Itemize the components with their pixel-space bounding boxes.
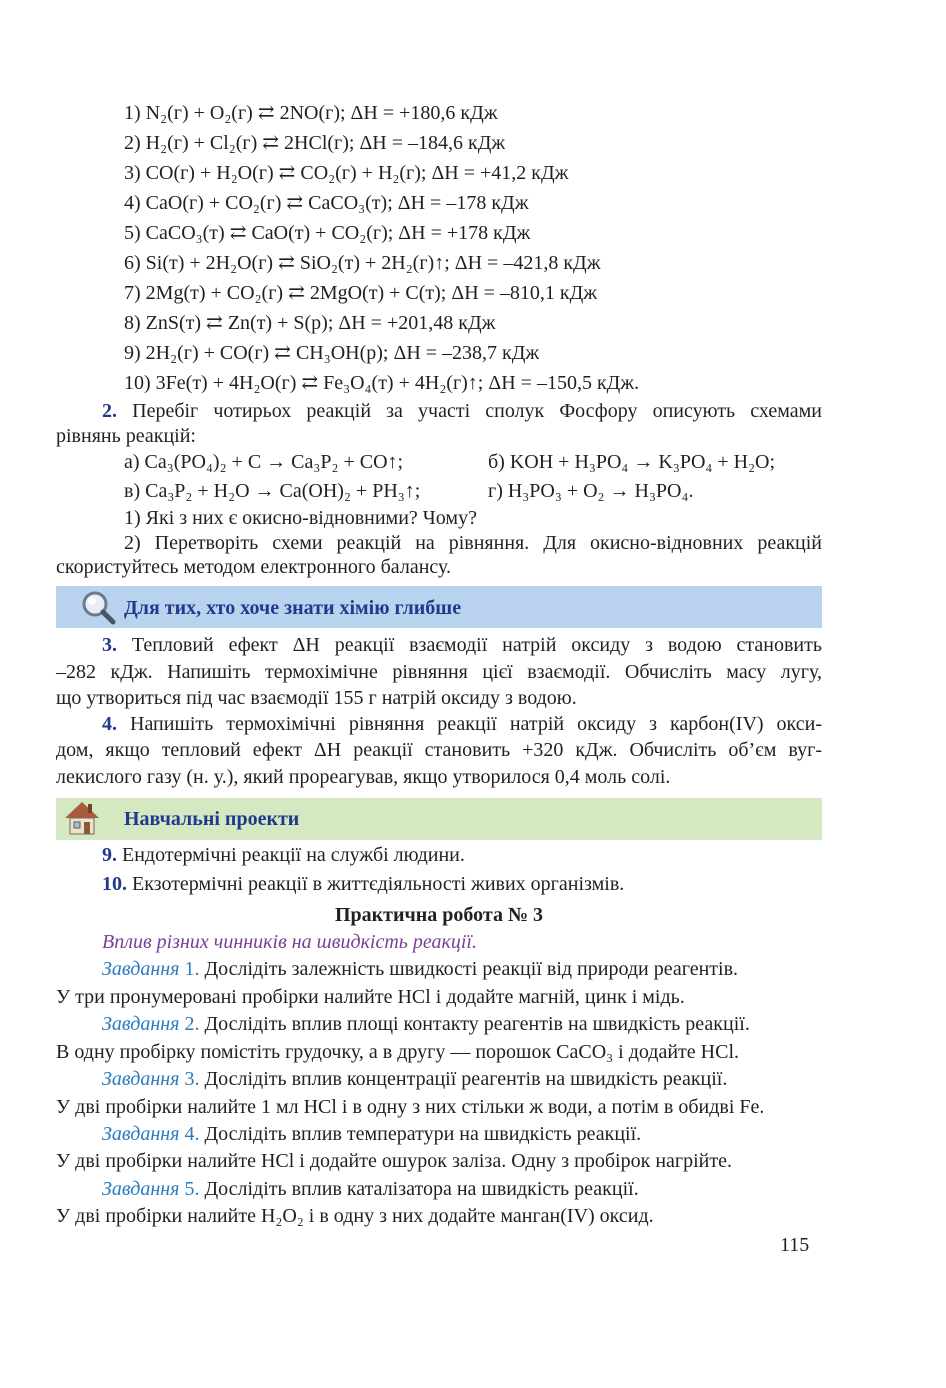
task-label: Завдання 4.: [102, 1123, 200, 1145]
task-text: Дослідіть залежність швидкості реакції від природи реагентів.: [204, 958, 739, 980]
house-icon: [62, 798, 102, 838]
practical-task-2-detail: В одну пробірку помістіть грудочку, а в другу — порошок CaCO₃ і додайте HCl.: [56, 1041, 740, 1063]
task-label: Завдання 5.: [102, 1178, 200, 1200]
project-10: [102, 871, 624, 897]
task-label: Завдання 2.: [102, 1013, 200, 1035]
practical-title: Практична робота № 3: [334, 904, 544, 926]
task-text: Дослідіть вплив температури на швидкість реакції.: [204, 1123, 642, 1145]
practical-task-5-detail: У дві пробірки налийте H₂O₂ і в одну з них додайте манган(IV) оксид.: [56, 1205, 654, 1227]
equation-3: 3) CO(г) + H₂O(г) ⇄ CO₂(г) + H₂(г); ΔH = +41,2 кДж: [124, 162, 569, 184]
task2-question2-cont: скористуйтесь методом електронного балансу.: [56, 556, 452, 578]
equation-5: 5) CaCO₃(т) ⇄ CaO(т) + CO₂(г); ΔH = +178 кДж: [124, 222, 531, 244]
scheme-b: б) KOH + H₃PO₄ → K₃PO₄ + H₂O;: [488, 451, 776, 473]
task4-line1: [102, 711, 822, 737]
task-text: Дослідіть вплив площі контакту реагентів на швидкість реакції.: [204, 1013, 750, 1035]
task-text: Дослідіть вплив концентрації реагентів на швидкість реакції.: [204, 1068, 728, 1090]
task4-text: Напишіть термохімічні рівняння реакції натрій оксиду з карбон(IV) окси-: [130, 713, 823, 735]
equation-7: 7) 2Mg(т) + CO₂(г) ⇄ 2MgO(т) + C(т); ΔH = –810,1 кДж: [124, 282, 598, 304]
projects-title: Навчальні проекти: [124, 808, 300, 830]
task3-text: Тепловий ефект ΔH реакції взаємодії натрій оксиду з водою становить: [131, 634, 822, 656]
task4-number: 4.: [102, 713, 117, 735]
equation-1: 1) N₂(г) + O₂(г) ⇄ 2NO(г); ΔH = +180,6 кДж: [124, 102, 498, 124]
project-10-text: Екзотермічні реакції в життєдіяльності живих організмів.: [132, 873, 625, 895]
equation-9: 9) 2H₂(г) + CO(г) ⇄ CH₃OH(р); ΔH = –238,7 кДж: [124, 342, 540, 364]
page-number: 115: [780, 1234, 810, 1256]
practical-task-4: [102, 1121, 641, 1147]
practical-task-3-detail: У дві пробірки налийте 1 мл HCl і в одну з них стільки ж води, а потім в обидві Fe.: [56, 1096, 765, 1118]
task2-question2: 2) Перетворіть схеми реакцій на рівняння. Для окисно-відновних реакцій: [124, 532, 822, 554]
practical-task-5: [102, 1176, 639, 1202]
equation-6: 6) Si(т) + 2H₂O(г) ⇄ SiO₂(т) + 2H₂(г)↑; ΔH = –421,8 кДж: [124, 252, 601, 274]
task2-line2: рівнянь реакцій:: [56, 425, 196, 447]
equation-2: 2) H₂(г) + Cl₂(г) ⇄ 2HCl(г); ΔH = –184,6 кДж: [124, 132, 506, 154]
project-10-number: 10.: [102, 873, 127, 895]
practical-task-1-detail: У три пронумеровані пробірки налийте HCl і додайте магній, цинк і мідь.: [56, 986, 685, 1008]
scheme-v: в) Ca₃P₂ + H₂O → Ca(OH)₂ + PH₃↑;: [124, 480, 421, 502]
practical-task-3: [102, 1066, 727, 1092]
task2-question1: 1) Які з них є окисно-відновними? Чому?: [124, 507, 477, 529]
task3-line1: [102, 632, 822, 658]
equation-4: 4) CaO(г) + CO₂(г) ⇄ CaCO₃(т); ΔH = –178 кДж: [124, 192, 529, 214]
equation-10: 10) 3Fe(т) + 4H₂O(г) ⇄ Fe₃O₄(т) + 4H₂(г)↑; ΔH = –150,5 кДж.: [124, 372, 640, 394]
task4-line3: лекислого газу (н. у.), який прореагував, якщо утворилося 0,4 моль солі.: [56, 766, 671, 788]
task-text: Дослідіть вплив каталізатора на швидкість реакції.: [204, 1178, 639, 1200]
practical-task-4-detail: У дві пробірки налийте HCl і додайте ошурок заліза. Одну з пробірок нагрійте.: [56, 1150, 732, 1172]
project-9-number: 9.: [102, 844, 117, 866]
scheme-g: г) H₃PO₃ + O₂ → H₃PO₄.: [488, 480, 694, 502]
task-label: Завдання 3.: [102, 1068, 200, 1090]
task3-line2: –282 кДж. Напишіть термохімічне рівняння цієї взаємодії. Обчисліть масу лугу,: [56, 661, 822, 683]
equation-8: 8) ZnS(т) ⇄ Zn(т) + S(р); ΔH = +201,48 кДж: [124, 312, 496, 334]
task4-line2: дом, якщо тепловий ефект ΔH реакції становить +320 кДж. Обчисліть об’єм вуг-: [56, 739, 822, 761]
deeper-knowledge-title: Для тих, хто хоче знати хімію глибше: [124, 597, 462, 619]
practical-task-1: [102, 956, 738, 982]
magnifier-icon: [80, 589, 116, 625]
task3-number: 3.: [102, 634, 117, 656]
practical-subtitle: Вплив різних чинників на швидкість реакції.: [102, 931, 477, 953]
task2-line1: [102, 398, 822, 424]
task2-text: Перебіг чотирьох реакцій за участі сполук Фосфору описують схемами: [132, 400, 823, 422]
task2-number: 2.: [102, 400, 117, 422]
task-label: Завдання 1.: [102, 958, 200, 980]
project-9: [102, 842, 465, 868]
task3-line3: що утвориться під час взаємодії 155 г натрій оксиду з водою.: [56, 687, 577, 709]
scheme-a: а) Ca₃(PO₄)₂ + C → Ca₃P₂ + CO↑;: [124, 451, 404, 473]
project-9-text: Ендотермічні реакції на службі людини.: [122, 844, 465, 866]
practical-task-2: [102, 1011, 750, 1037]
